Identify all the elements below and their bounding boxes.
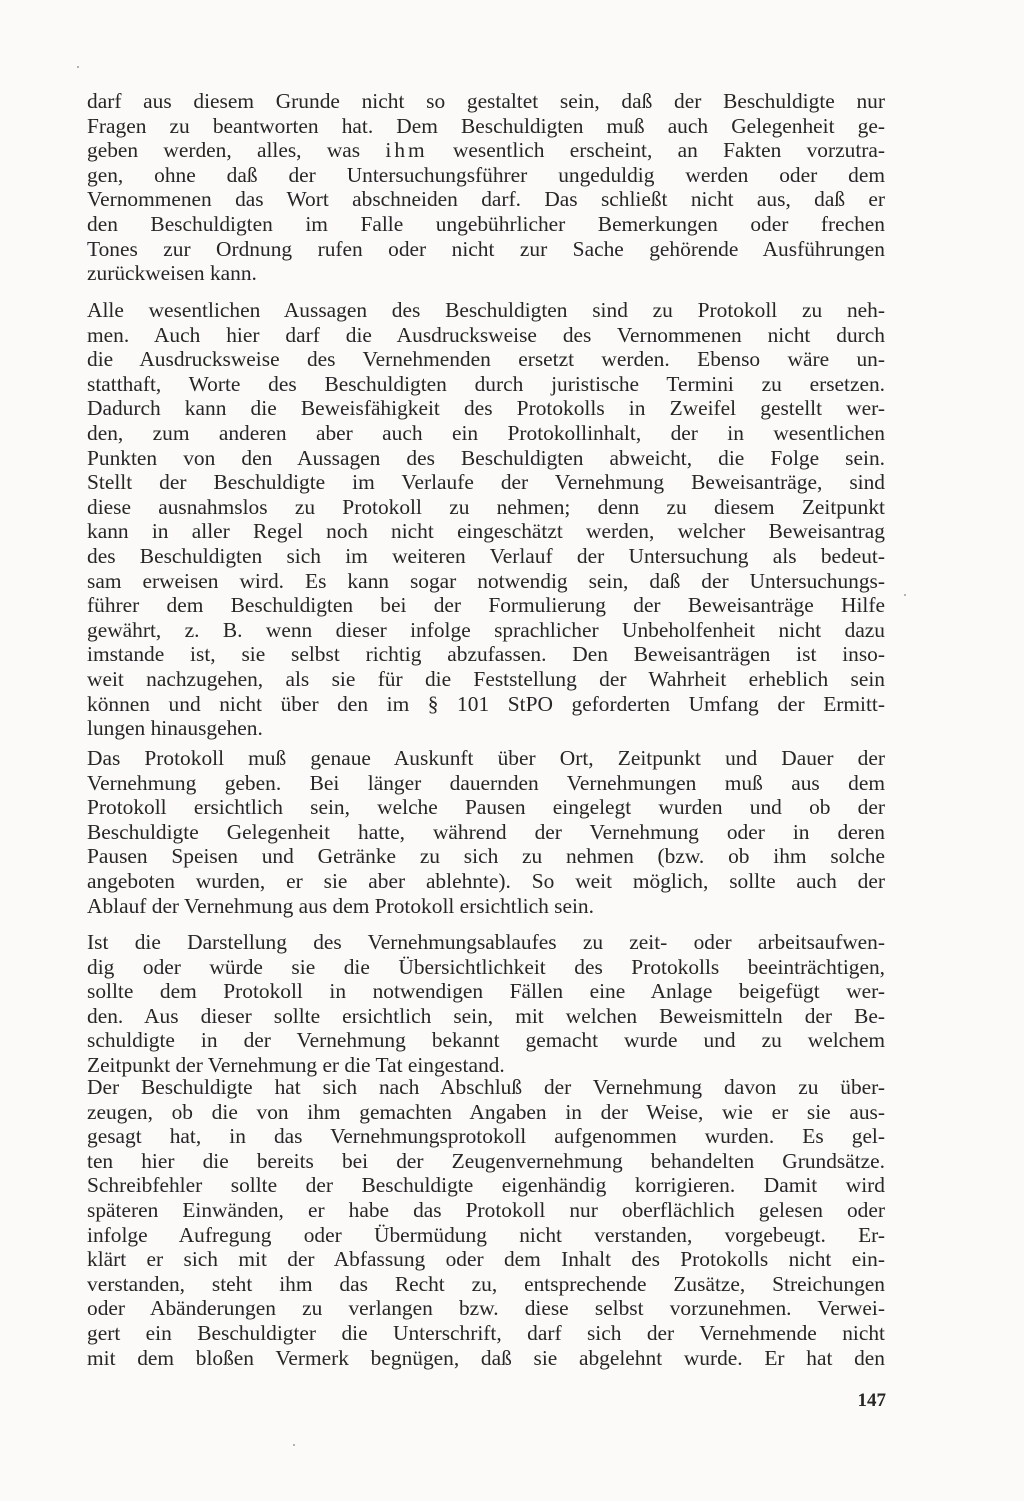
text-line: men. Auch hier darf die Ausdrucksweise des Vernommenen nicht durch <box>87 322 885 347</box>
text-line: ten hier die bereits bei der Zeugenvernehmung behandelten Grundsätze. <box>87 1148 885 1173</box>
text-line: klärt er sich mit der Abfassung oder dem Inhalt des Protokolls nicht ein- <box>87 1247 885 1272</box>
text-line: mit dem bloßen Vermerk begnügen, daß sie abgelehnt wurde. Er hat den <box>87 1345 885 1370</box>
text-line: kann in aller Regel noch nicht eingeschätzt werden, welcher Beweisantrag <box>87 519 885 544</box>
text-line: die Ausdrucksweise des Vernehmenden ersetzt werden. Ebenso wäre un- <box>87 347 885 372</box>
paragraph <box>87 746 885 918</box>
text-line: Vernehmung geben. Bei länger dauernden Vernehmungen muß aus dem <box>87 770 885 795</box>
text-line: geben werden, alles, was ihm wesentlich erscheint, an Fakten vorzutra- <box>87 138 885 163</box>
text-line: darf aus diesem Grunde nicht so gestaltet sein, daß der Beschuldigte nur <box>87 89 885 113</box>
text-line: den Beschuldigten im Falle ungebührlicher Bemerkungen oder frechen <box>87 211 885 236</box>
text-line: dig oder würde sie die Übersichtlichkeit des Protokolls beeinträchtigen, <box>87 954 885 979</box>
scan-speck <box>293 1444 295 1446</box>
text-line: Ablauf der Vernehmung aus dem Protokoll ersichtlich sein. <box>87 893 594 918</box>
page-number: 147 <box>857 1390 886 1411</box>
text-line: gen, ohne daß der Untersuchungsführer ungeduldig werden oder dem <box>87 162 885 187</box>
paragraph <box>87 930 885 1078</box>
text-line: gert ein Beschuldigter die Unterschrift, darf sich der Vernehmende nicht <box>87 1320 885 1345</box>
text-line: zeugen, ob die von ihm gemachten Angaben in der Weise, wie er sie aus- <box>87 1099 885 1124</box>
text-line: lungen hinausgehen. <box>87 716 263 741</box>
text-line: können und nicht über den im § 101 StPO geforderten Umfang der Ermitt- <box>87 691 885 716</box>
text-line: oder Abänderungen zu verlangen bzw. diese selbst vorzunehmen. Verwei- <box>87 1296 885 1321</box>
text-line: imstande ist, sie selbst richtig abzufassen. Den Beweisanträgen ist inso- <box>87 642 885 667</box>
scan-speck <box>904 594 906 596</box>
text-line: diese ausnahmslos zu Protokoll zu nehmen; denn zu diesem Zeitpunkt <box>87 494 885 519</box>
text-line: Vernommenen das Wort abschneiden darf. Das schließt nicht aus, daß er <box>87 187 885 212</box>
text-line: führer dem Beschuldigten bei der Formulierung der Beweisanträge Hilfe <box>87 593 885 618</box>
paragraph <box>87 89 885 286</box>
text-line: Stellt der Beschuldigte im Verlaufe der Vernehmung Beweisanträge, sind <box>87 470 885 495</box>
text-line: schuldigte in der Vernehmung bekannt gemacht wurde und zu welchem <box>87 1028 885 1053</box>
text-line: Das Protokoll muß genaue Auskunft über Ort, Zeitpunkt und Dauer der <box>87 746 885 770</box>
text-line: Ist die Darstellung des Vernehmungsablaufes zu zeit- oder arbeitsaufwen- <box>87 930 885 954</box>
text-line: infolge Aufregung oder Übermüdung nicht verstanden, vorgebeugt. Er- <box>87 1222 885 1247</box>
text-line: Fragen zu beantworten hat. Dem Beschuldigten muß auch Gelegenheit ge- <box>87 113 885 138</box>
text-line: Zeitpunkt der Vernehmung er die Tat eingestand. <box>87 1052 505 1077</box>
text-line: zurückweisen kann. <box>87 261 257 286</box>
text-line: Pausen Speisen und Getränke zu sich zu nehmen (bzw. ob ihm solche <box>87 844 885 869</box>
text-line: des Beschuldigten sich im weiteren Verlauf der Untersuchung als bedeut- <box>87 543 885 568</box>
text-line: angeboten wurden, er sie aber ablehnte). So weit möglich, sollte auch der <box>87 868 885 893</box>
paragraph <box>87 1075 885 1370</box>
text-line: Punkten von den Aussagen des Beschuldigten abweicht, die Folge sein. <box>87 445 885 470</box>
text-line: gewährt, z. B. wenn dieser infolge sprachlicher Unbeholfenheit nicht dazu <box>87 617 885 642</box>
scan-speck <box>77 66 79 68</box>
text-line: gesagt hat, in das Vernehmungsprotokoll aufgenommen wurden. Es gel- <box>87 1124 885 1149</box>
text-line: Schreibfehler sollte der Beschuldigte eigenhändig korrigieren. Damit wird <box>87 1173 885 1198</box>
paragraph <box>87 298 885 741</box>
text-line: den. Aus dieser sollte ersichtlich sein, mit welchen Beweismitteln der Be- <box>87 1003 885 1028</box>
text-line: sollte dem Protokoll in notwendigen Fällen eine Anlage beigefügt wer- <box>87 979 885 1004</box>
text-line: Tones zur Ordnung rufen oder nicht zur Sache gehörende Ausführungen <box>87 236 885 261</box>
text-line: Der Beschuldigte hat sich nach Abschluß der Vernehmung davon zu über- <box>87 1075 885 1099</box>
text-line: statthaft, Worte des Beschuldigten durch juristische Termini zu ersetzen. <box>87 371 885 396</box>
text-line: Alle wesentlichen Aussagen des Beschuldigten sind zu Protokoll zu neh- <box>87 298 885 322</box>
text-line: verstanden, steht ihm das Recht zu, entsprechende Zusätze, Streichungen <box>87 1271 885 1296</box>
text-line: Dadurch kann die Beweisfähigkeit des Protokolls in Zweifel gestellt wer- <box>87 396 885 421</box>
text-line: weit nachzugehen, als sie für die Feststellung der Wahrheit erheblich sein <box>87 666 885 691</box>
text-line: den, zum anderen aber auch ein Protokollinhalt, der in wesentlichen <box>87 420 885 445</box>
emphasized-word: ihm <box>385 138 428 163</box>
text-line: späteren Einwänden, er habe das Protokoll nur oberflächlich gelesen oder <box>87 1197 885 1222</box>
text-line: Protokoll ersichtlich sein, welche Pausen eingelegt wurden und ob der <box>87 795 885 820</box>
text-line: sam erweisen wird. Es kann sogar notwendig sein, daß der Untersuchungs- <box>87 568 885 593</box>
text-line: Beschuldigte Gelegenheit hatte, während der Vernehmung oder in deren <box>87 819 885 844</box>
